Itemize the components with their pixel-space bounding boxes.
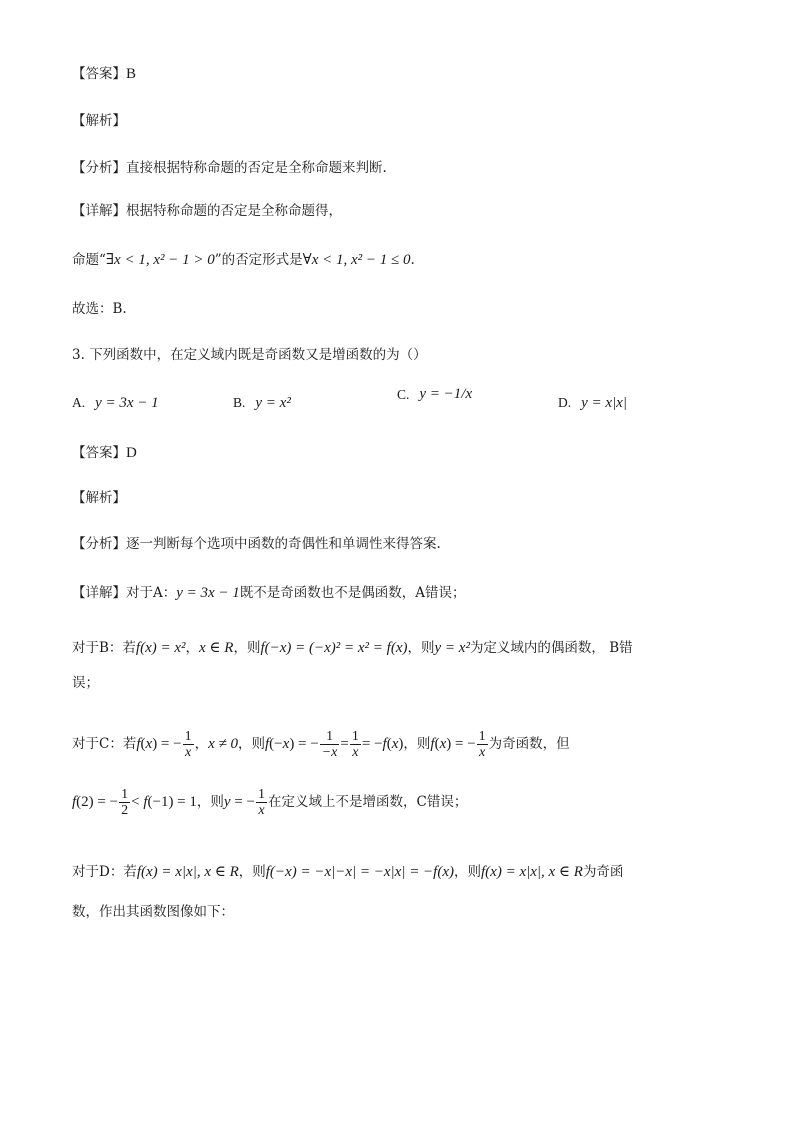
option-a-label: A. [72, 395, 86, 410]
option-d-label: D. [558, 395, 572, 410]
fraction-1-over-x-3: $\frac{1}{x}$ [478, 729, 486, 760]
detail-b-text: 为定义域内的偶函数， B错 [469, 640, 633, 656]
fenxi-text: 逐一判断每个选项中函数的奇偶性和单调性来得答案. [126, 536, 441, 552]
previous-conclusion: 故选：B. [72, 301, 127, 317]
detail-c-line: 对于C：若f(x) = − $\frac{1}{x}$ ，x ≠ 0，则f(−x) = − $\frac{1}{-x}$ = $\frac{1}{x}$ = −f(x)，则f(x) = − $\frac{1}{x}$ 为奇函数，但 [72, 729, 570, 760]
analysis-heading [72, 488, 724, 508]
detail-c-domain: x ≠ 0 [208, 736, 238, 752]
negation-expr: ∀x < 1, x² − 1 ≤ 0 [302, 252, 411, 268]
option-b-expr: y = x² [255, 395, 291, 411]
detail-d-expr3: f(x) = x|x|, x ∈ R [481, 864, 583, 880]
detail-d-then: ，则 [238, 864, 266, 880]
proposition-suffix: . [410, 252, 415, 268]
answer-line [72, 443, 724, 463]
proposition-line [72, 250, 724, 270]
detail-d-line2: 数，作出其函数图像如下： [72, 904, 234, 920]
detail-d-prefix: 对于D：若 [72, 864, 137, 880]
detail-d-text: 为奇函 [582, 864, 624, 880]
detail-c-line2-then: ，则 [196, 794, 224, 810]
previous-detail-line [72, 201, 724, 221]
detail-b-expr3: y = x² [434, 640, 470, 656]
detail-d-then2: ，则 [454, 864, 481, 880]
previous-analysis-heading [72, 111, 724, 131]
detail-c-then2: ，则 [403, 736, 431, 752]
option-a-expr: y = 3x − 1 [95, 395, 159, 411]
detail-a-text: 既不是奇函数也不是偶函数，A错误； [239, 585, 466, 601]
detail-b-domain: x ∈ R [199, 640, 234, 656]
detail-c-then: ，则 [238, 736, 265, 752]
fenxi-tag: 【分析】 [72, 160, 126, 176]
answer-value: B [126, 66, 137, 82]
detail-c-line2: f(2) = − $\frac{1}{2}$ < f(−1) = 1，则y = − $\frac{1}{x}$ 在定义域上不是增函数，C错误； [72, 787, 468, 818]
proposition-expr: ∃x < 1, x² − 1 > 0 [105, 252, 215, 268]
detail-text: 根据特称命题的否定是全称命题得， [126, 203, 342, 219]
detail-tag: 【详解】 [72, 585, 126, 601]
proposition-prefix: 命题“ [72, 252, 106, 268]
option-c [397, 386, 472, 403]
question-3 [72, 345, 724, 365]
detail-a-prefix: 对于A： [126, 585, 177, 601]
option-a [72, 395, 159, 412]
detail-b-then: ，则 [233, 640, 261, 656]
answer-value: D [126, 445, 137, 461]
detail-tag: 【详解】 [72, 203, 126, 219]
fraction-1-over-x-4: $\frac{1}{x}$ [258, 787, 265, 818]
fraction-1-over-neg-x: $\frac{1}{-x}$ [321, 729, 338, 760]
detail-c-prefix: 对于C：若 [72, 736, 137, 752]
answer-tag: 【答案】 [72, 445, 126, 461]
question-number: 3. [72, 347, 85, 363]
analysis-tag: 【解析】 [72, 113, 126, 129]
previous-fenxi-line [72, 158, 724, 178]
detail-b-line [72, 638, 724, 658]
option-b-label: B. [233, 395, 246, 410]
detail-a-line [72, 583, 724, 603]
fraction-1-over-2: $\frac{1}{2}$ [121, 787, 129, 818]
option-d [558, 395, 627, 412]
answer-tag: 【答案】 [72, 66, 126, 82]
option-c-label: C. [397, 386, 410, 402]
fenxi-line [72, 534, 724, 554]
detail-b-then2: ，则 [407, 640, 435, 656]
detail-c-line2-text: 在定义域上不是增函数，C错误； [268, 794, 468, 810]
fraction-1-over-x-2: $\frac{1}{x}$ [351, 729, 359, 760]
fenxi-tag: 【分析】 [72, 536, 126, 552]
analysis-tag: 【解析】 [72, 490, 126, 506]
detail-b-line2: 误； [72, 675, 99, 691]
question-text: 下列函数中，在定义域内既是奇函数又是增函数的为（） [89, 347, 427, 363]
detail-b-expr1: f(x) = x² [135, 640, 186, 656]
previous-answer-line [72, 64, 724, 84]
option-d-expr: y = x|x| [581, 395, 627, 411]
option-c-expr: y = −1/x [419, 386, 473, 402]
detail-b-prefix: 对于B：若 [72, 640, 136, 656]
proposition-mid: ”的否定形式是 [214, 252, 303, 268]
detail-d-expr2: f(−x) = −x|−x| = −x|x| = −f(x) [265, 864, 454, 880]
detail-c-text: 为奇函数，但 [488, 736, 570, 752]
option-b [233, 395, 291, 412]
detail-d-line [72, 862, 724, 882]
detail-b-sep: ， [185, 640, 200, 656]
detail-a-expr: y = 3x − 1 [176, 585, 240, 601]
fraction-1-over-x: $\frac{1}{x}$ [184, 729, 192, 760]
detail-b-expr2: f(−x) = (−x)² = x² = f(x) [260, 640, 408, 656]
detail-d-expr1: f(x) = x|x|, x ∈ R [136, 864, 239, 880]
fenxi-text: 直接根据特称命题的否定是全称命题来判断. [126, 160, 387, 176]
